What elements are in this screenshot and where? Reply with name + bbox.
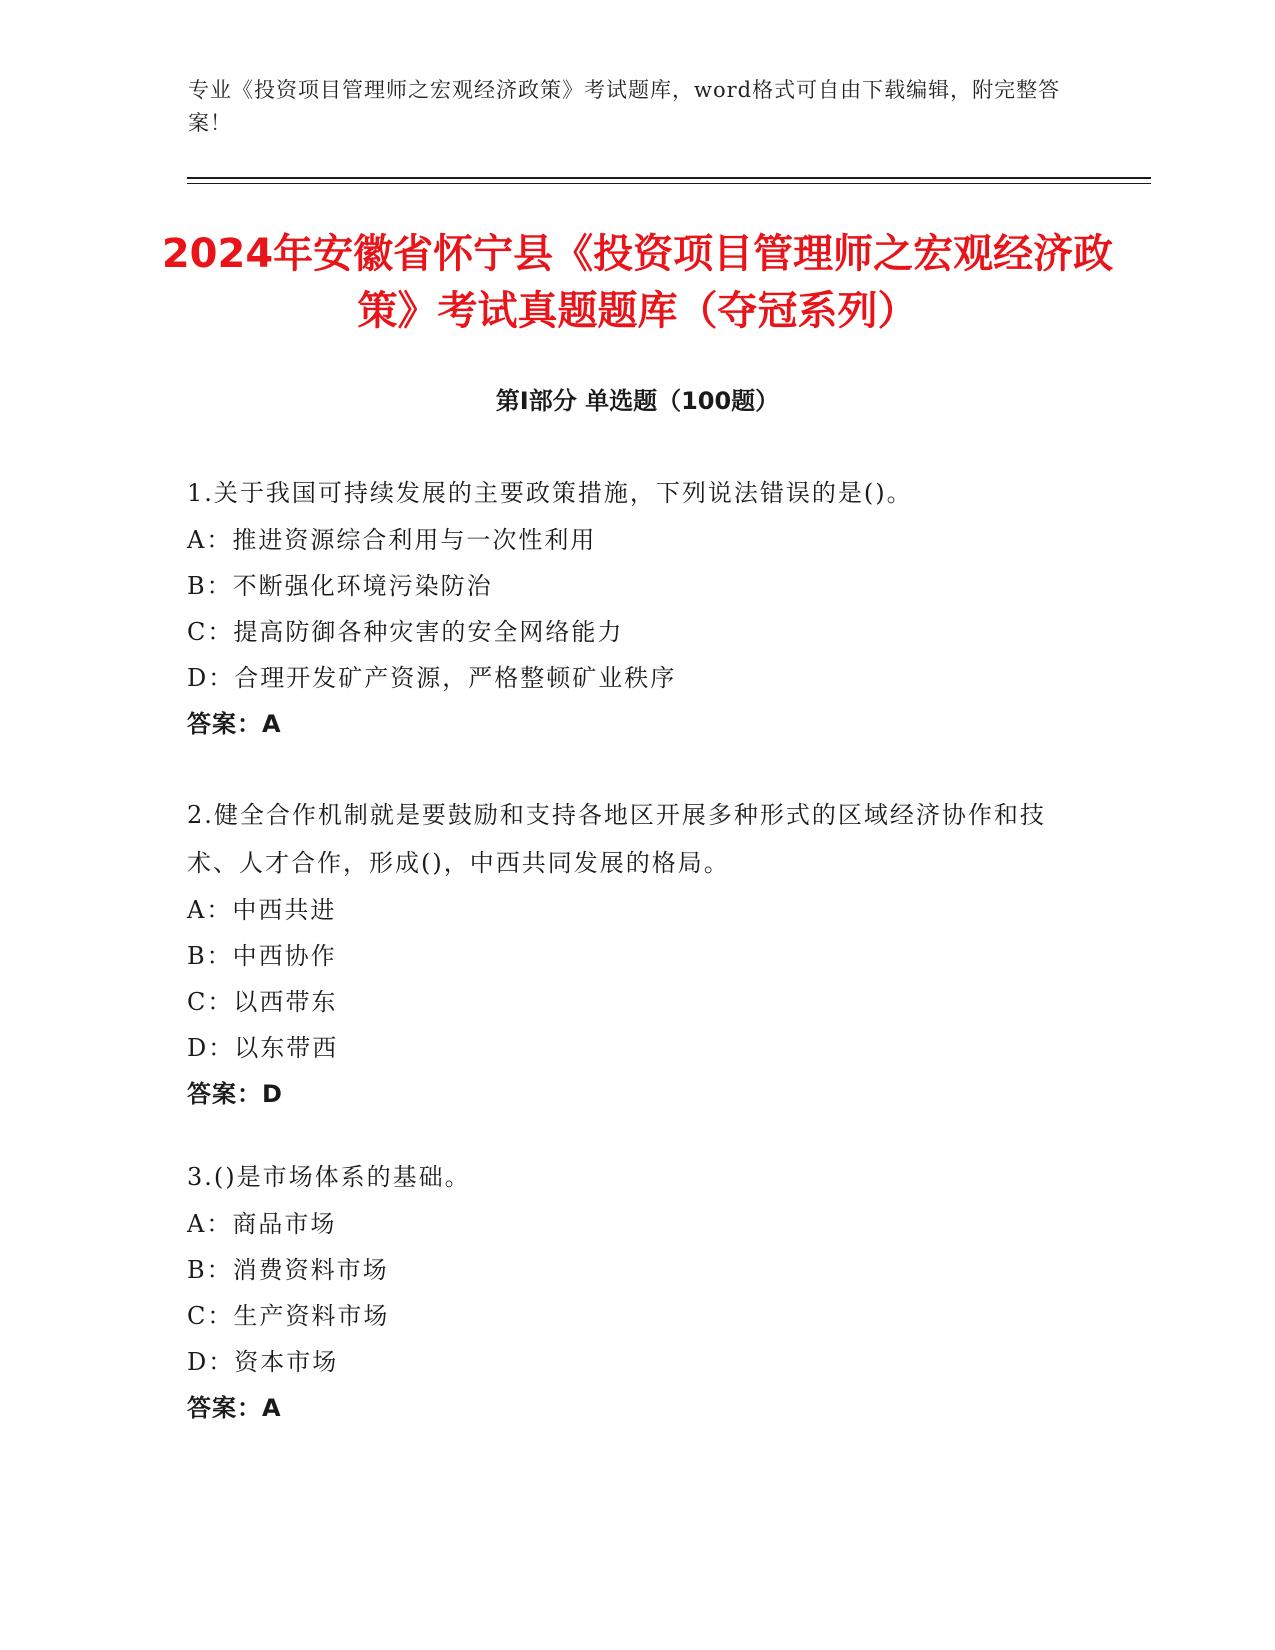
question-stem: 1.关于我国可持续发展的主要政策措施，下列说法错误的是()。: [187, 479, 913, 507]
option-a: A：中西共进: [187, 896, 337, 924]
answer-line: 答案：A: [187, 1394, 282, 1422]
option-d: D：以东带西: [187, 1034, 339, 1062]
question-stem: 2.健全合作机制就是要鼓励和支持各地区开展多种形式的区域经济协作和技术、人才合作，形成()，中西共同发展的格局。: [187, 801, 1046, 877]
option-a: A：商品市场: [187, 1210, 337, 1238]
header-note: 专业《投资项目管理师之宏观经济政策》考试题库，word格式可自由下载编辑，附完整答案！: [188, 78, 1061, 135]
option-a: A：推进资源综合利用与一次性利用: [187, 526, 597, 554]
option-c: C：生产资料市场: [187, 1302, 390, 1330]
header-rule-thick: [187, 177, 1151, 179]
part-heading: 第I部分 单选题（100题）: [495, 387, 780, 415]
question-block: [187, 791, 1067, 1117]
question-block: [187, 469, 1067, 747]
question-stem: 3.()是市场体系的基础。: [187, 1163, 471, 1191]
question-block: [187, 1153, 1067, 1431]
answer-line: 答案：D: [187, 1080, 283, 1108]
option-b: B：中西协作: [187, 942, 337, 970]
header-rule-thin: [187, 183, 1151, 184]
option-b: B：不断强化环境污染防治: [187, 572, 493, 600]
answer-line: 答案：A: [187, 710, 282, 738]
option-b: B：消费资料市场: [187, 1256, 389, 1284]
option-d: D：资本市场: [187, 1348, 339, 1376]
option-d: D：合理开发矿产资源，严格整顿矿业秩序: [187, 664, 677, 692]
document-title: 2024年安徽省怀宁县《投资项目管理师之宏观经济政策》考试真题题库（夺冠系列）: [161, 231, 1114, 334]
option-c: C：提高防御各种灾害的安全网络能力: [187, 618, 624, 646]
option-c: C：以西带东: [187, 988, 338, 1016]
